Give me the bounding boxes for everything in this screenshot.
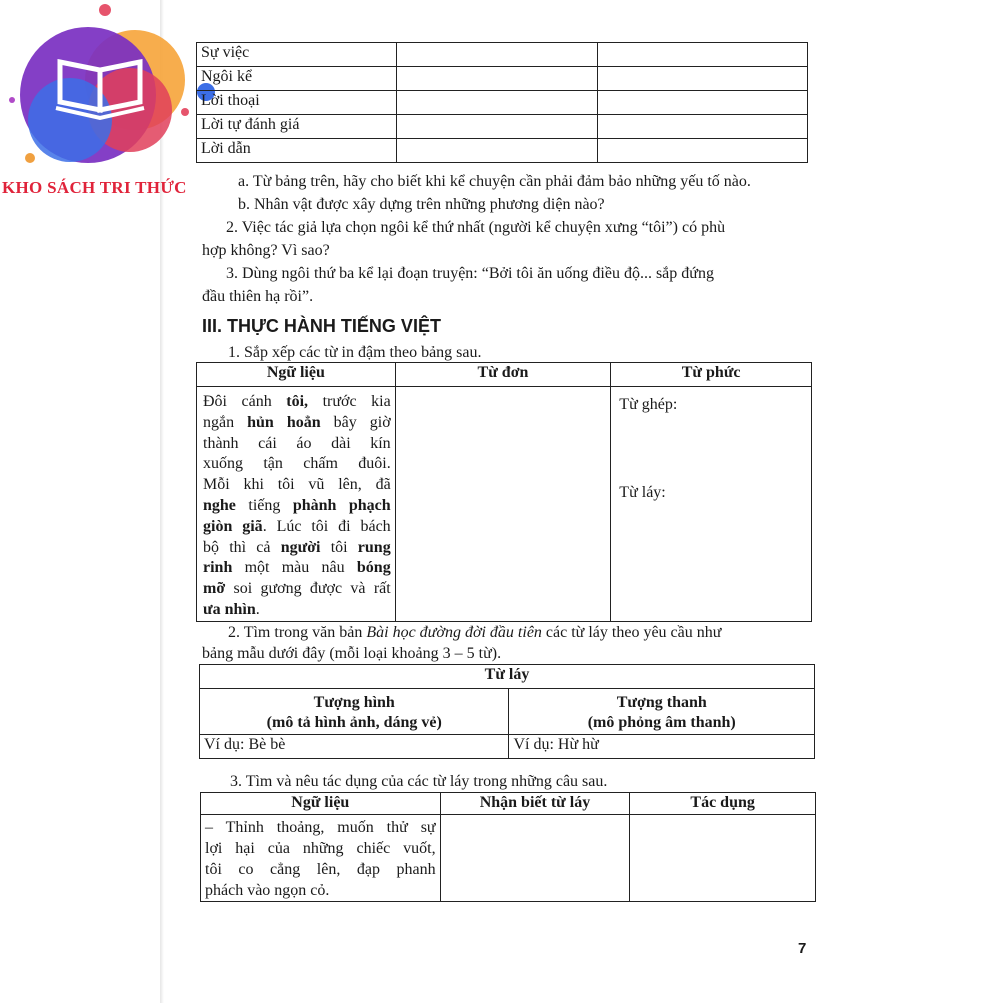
header-tu-don: Từ đơn [395, 363, 611, 387]
tu-lay-label: Từ láy: [619, 484, 666, 501]
example-tuong-hinh: Ví dụ: Bè bè [200, 735, 509, 759]
nhan-biet-cell [440, 815, 630, 902]
header-tu-phuc: Từ phức [611, 363, 812, 387]
question-2-line2: hợp không? Vì sao? [202, 242, 330, 259]
exercise-3-instruction: 3. Tìm và nêu tác dụng của các từ láy trong những câu sau. [230, 773, 608, 790]
example-tuong-thanh: Ví dụ: Hừ hừ [509, 735, 815, 759]
text-excerpt: Đôi cánh tôi, trước kia ngắn hủn hoẳn bây giờ thành cái áo dài kín xuống tận chấm đuôi. Mỗi khi tôi vũ lên, đã nghe tiếng phành phạch giòn giã. Lúc tôi đi bách bộ thì cả người tôi rung rinh một màu nâu bóng mỡ soi gương được và rất ưa nhìn. [197, 387, 396, 622]
header-tuong-thanh: Tượng thanh (mô phỏng âm thanh) [509, 689, 815, 735]
excerpt-cell: – Thỉnh thoảng, muốn thử sự lợi hại của những chiếc vuốt, tôi co cẳng lên, đạp phanh phách vào ngọn cỏ. [201, 815, 441, 902]
question-3-line1: 3. Dùng ngôi thứ ba kể lại đoạn truyện: “Bởi tôi ăn uống điều độ... sắp đứng [226, 265, 714, 282]
tu-don-cell [395, 387, 611, 622]
header-nhan-biet: Nhận biết từ láy [440, 793, 630, 815]
effect-table [200, 792, 816, 902]
table-row-label: Lời thoại [197, 91, 397, 115]
tac-dung-cell [630, 815, 816, 902]
exercise-2-line2: bảng mẫu dưới đây (mỗi loại khoảng 3 – 5 từ). [202, 645, 502, 662]
question-3-line2: đầu thiên hạ rồi”. [202, 288, 314, 305]
page-number: 7 [798, 940, 807, 957]
header-ngu-lieu: Ngữ liệu [197, 363, 396, 387]
question-b: b. Nhân vật được xây dựng trên những phương diện nào? [238, 196, 605, 213]
brand-name: KHO SÁCH TRI THỨC [2, 178, 187, 197]
question-a: a. Từ bảng trên, hãy cho biết khi kể chuyện cần phải đảm bảo những yếu tố nào. [238, 173, 751, 190]
tu-phuc-cell [611, 387, 812, 622]
exercise-2-line1: 2. Tìm trong văn bản Bài học đường đời đầu tiên các từ láy theo yêu cầu như [228, 624, 722, 641]
tu-ghep-label: Từ ghép: [619, 396, 678, 413]
table-row-label: Lời dẫn [197, 139, 397, 163]
table-row-label: Ngôi kể [197, 67, 397, 91]
question-2-line1: 2. Việc tác giả lựa chọn ngôi kể thứ nhất (người kể chuyện xưng “tôi”) có phù [226, 219, 726, 236]
table-row-label: Sự việc [197, 43, 397, 67]
word-sort-table [196, 362, 812, 622]
narrative-table [196, 42, 808, 163]
header-tac-dung: Tác dụng [630, 793, 816, 815]
exercise-1-instruction: 1. Sắp xếp các từ in đậm theo bảng sau. [228, 344, 482, 361]
header-tu-lay: Từ láy [200, 665, 815, 689]
header-tuong-hinh: Tượng hình (mô tả hình ảnh, dáng vẻ) [200, 689, 509, 735]
section-title: III. THỰC HÀNH TIẾNG VIỆT [202, 316, 441, 336]
reduplicative-words-table [199, 664, 815, 759]
table-row-label: Lời tự đánh giá [197, 115, 397, 139]
header-ngu-lieu-3: Ngữ liệu [201, 793, 441, 815]
